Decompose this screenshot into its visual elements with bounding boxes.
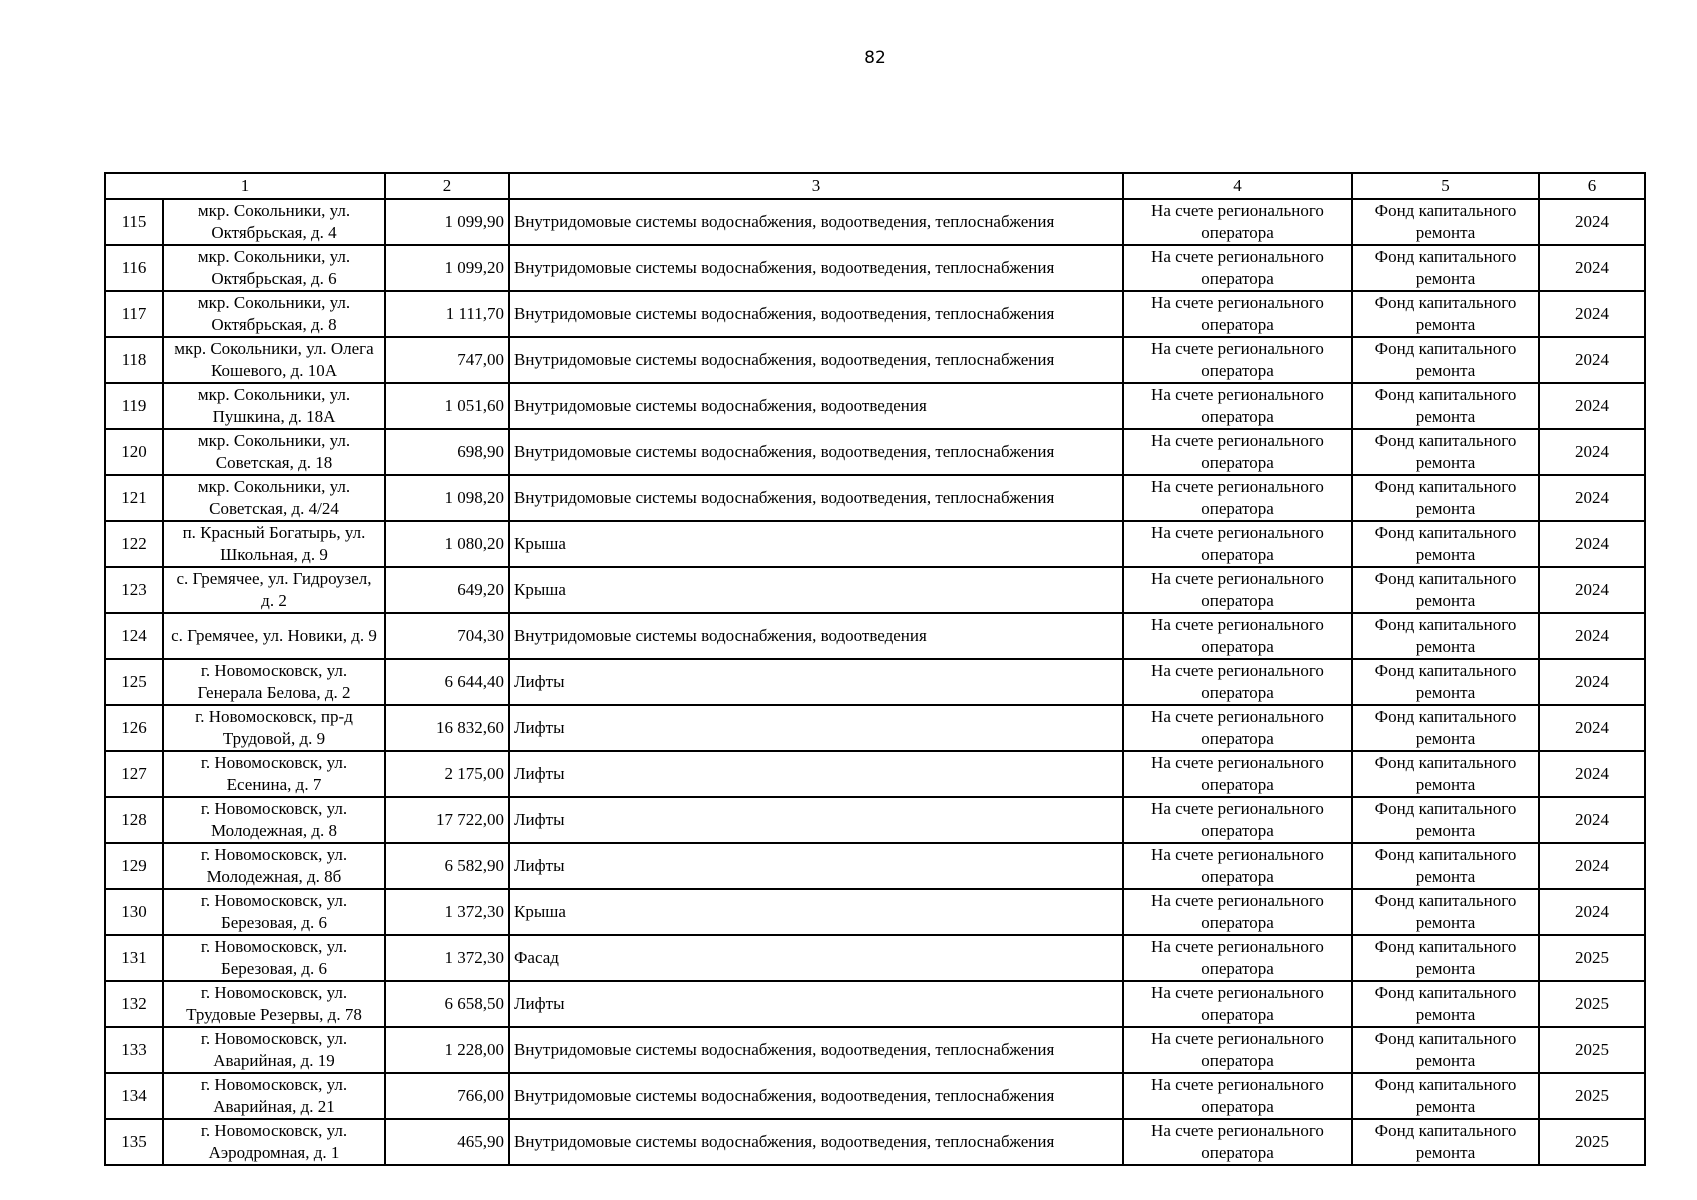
address-cell: п. Красный Богатырь, ул. Школьная, д. 9 [163, 521, 385, 567]
table-row [105, 613, 1645, 659]
work-type-cell: Крыша [509, 889, 1123, 935]
table-row [105, 429, 1645, 475]
row-number: 128 [105, 797, 163, 843]
account-method-cell: На счете регионального оператора [1123, 751, 1352, 797]
work-type-cell: Крыша [509, 521, 1123, 567]
column-header-4: 4 [1123, 173, 1352, 199]
row-number: 131 [105, 935, 163, 981]
account-method-cell: На счете регионального оператора [1123, 797, 1352, 843]
table-row [105, 1073, 1645, 1119]
area-cell: 649,20 [385, 567, 509, 613]
year-cell: 2024 [1539, 659, 1645, 705]
table-row [105, 1119, 1645, 1165]
row-number: 124 [105, 613, 163, 659]
work-type-cell: Фасад [509, 935, 1123, 981]
area-cell: 747,00 [385, 337, 509, 383]
table-row [105, 383, 1645, 429]
table-row [105, 1027, 1645, 1073]
column-header-6: 6 [1539, 173, 1645, 199]
account-method-cell: На счете регионального оператора [1123, 1119, 1352, 1165]
row-number: 116 [105, 245, 163, 291]
address-cell: г. Новомосковск, ул. Трудовые Резервы, д. 78 [163, 981, 385, 1027]
year-cell: 2024 [1539, 751, 1645, 797]
funding-source-cell: Фонд капитального ремонта [1352, 843, 1539, 889]
funding-source-cell: Фонд капитального ремонта [1352, 613, 1539, 659]
column-header-2: 2 [385, 173, 509, 199]
table-row [105, 521, 1645, 567]
address-cell: мкр. Сокольники, ул. Пушкина, д. 18А [163, 383, 385, 429]
funding-source-cell: Фонд капитального ремонта [1352, 383, 1539, 429]
funding-source-cell: Фонд капитального ремонта [1352, 797, 1539, 843]
account-method-cell: На счете регионального оператора [1123, 475, 1352, 521]
row-number: 127 [105, 751, 163, 797]
account-method-cell: На счете регионального оператора [1123, 981, 1352, 1027]
funding-source-cell: Фонд капитального ремонта [1352, 199, 1539, 245]
row-number: 118 [105, 337, 163, 383]
address-cell: мкр. Сокольники, ул. Октябрьская, д. 8 [163, 291, 385, 337]
work-type-cell: Внутридомовые системы водоснабжения, водоотведения, теплоснабжения [509, 1119, 1123, 1165]
area-cell: 6 582,90 [385, 843, 509, 889]
year-cell: 2024 [1539, 475, 1645, 521]
account-method-cell: На счете регионального оператора [1123, 843, 1352, 889]
funding-source-cell: Фонд капитального ремонта [1352, 1073, 1539, 1119]
area-cell: 2 175,00 [385, 751, 509, 797]
year-cell: 2024 [1539, 705, 1645, 751]
table-row [105, 751, 1645, 797]
address-cell: г. Новомосковск, пр-д Трудовой, д. 9 [163, 705, 385, 751]
funding-source-cell: Фонд капитального ремонта [1352, 567, 1539, 613]
row-number: 130 [105, 889, 163, 935]
year-cell: 2025 [1539, 935, 1645, 981]
address-cell: мкр. Сокольники, ул. Советская, д. 18 [163, 429, 385, 475]
row-number: 134 [105, 1073, 163, 1119]
funding-source-cell: Фонд капитального ремонта [1352, 245, 1539, 291]
work-type-cell: Лифты [509, 797, 1123, 843]
funding-source-cell: Фонд капитального ремонта [1352, 981, 1539, 1027]
year-cell: 2024 [1539, 383, 1645, 429]
year-cell: 2024 [1539, 337, 1645, 383]
work-type-cell: Внутридомовые системы водоснабжения, водоотведения [509, 613, 1123, 659]
funding-source-cell: Фонд капитального ремонта [1352, 705, 1539, 751]
row-number: 119 [105, 383, 163, 429]
account-method-cell: На счете регионального оператора [1123, 659, 1352, 705]
row-number: 122 [105, 521, 163, 567]
address-cell: мкр. Сокольники, ул. Октябрьская, д. 4 [163, 199, 385, 245]
row-number: 115 [105, 199, 163, 245]
table-row [105, 889, 1645, 935]
column-header-5: 5 [1352, 173, 1539, 199]
table-row [105, 981, 1645, 1027]
row-number: 121 [105, 475, 163, 521]
row-number: 135 [105, 1119, 163, 1165]
work-type-cell: Внутридомовые системы водоснабжения, водоотведения, теплоснабжения [509, 475, 1123, 521]
address-cell: мкр. Сокольники, ул. Советская, д. 4/24 [163, 475, 385, 521]
work-type-cell: Лифты [509, 659, 1123, 705]
row-number: 120 [105, 429, 163, 475]
column-header-3: 3 [509, 173, 1123, 199]
row-number: 132 [105, 981, 163, 1027]
area-cell: 1 372,30 [385, 935, 509, 981]
account-method-cell: На счете регионального оператора [1123, 889, 1352, 935]
row-number: 126 [105, 705, 163, 751]
year-cell: 2025 [1539, 981, 1645, 1027]
funding-source-cell: Фонд капитального ремонта [1352, 521, 1539, 567]
work-type-cell: Лифты [509, 751, 1123, 797]
year-cell: 2024 [1539, 797, 1645, 843]
year-cell: 2024 [1539, 843, 1645, 889]
year-cell: 2024 [1539, 613, 1645, 659]
account-method-cell: На счете регионального оператора [1123, 705, 1352, 751]
table-row [105, 245, 1645, 291]
account-method-cell: На счете регионального оператора [1123, 1073, 1352, 1119]
table-row [105, 843, 1645, 889]
address-cell: г. Новомосковск, ул. Аварийная, д. 21 [163, 1073, 385, 1119]
account-method-cell: На счете регионального оператора [1123, 199, 1352, 245]
year-cell: 2024 [1539, 521, 1645, 567]
funding-source-cell: Фонд капитального ремонта [1352, 475, 1539, 521]
area-cell: 465,90 [385, 1119, 509, 1165]
address-cell: г. Новомосковск, ул. Аэродромная, д. 1 [163, 1119, 385, 1165]
funding-source-cell: Фонд капитального ремонта [1352, 751, 1539, 797]
area-cell: 1 099,20 [385, 245, 509, 291]
area-cell: 6 644,40 [385, 659, 509, 705]
work-type-cell: Внутридомовые системы водоснабжения, водоотведения, теплоснабжения [509, 199, 1123, 245]
column-number-row [105, 173, 1645, 199]
area-cell: 1 051,60 [385, 383, 509, 429]
table-row [105, 797, 1645, 843]
row-number: 117 [105, 291, 163, 337]
area-cell: 6 658,50 [385, 981, 509, 1027]
work-type-cell: Внутридомовые системы водоснабжения, водоотведения, теплоснабжения [509, 291, 1123, 337]
page-number: 82 [864, 48, 886, 68]
account-method-cell: На счете регионального оператора [1123, 383, 1352, 429]
account-method-cell: На счете регионального оператора [1123, 429, 1352, 475]
table-row [105, 567, 1645, 613]
work-type-cell: Лифты [509, 843, 1123, 889]
address-cell: г. Новомосковск, ул. Молодежная, д. 8б [163, 843, 385, 889]
year-cell: 2024 [1539, 199, 1645, 245]
funding-source-cell: Фонд капитального ремонта [1352, 935, 1539, 981]
account-method-cell: На счете регионального оператора [1123, 935, 1352, 981]
account-method-cell: На счете регионального оператора [1123, 567, 1352, 613]
year-cell: 2024 [1539, 889, 1645, 935]
funding-source-cell: Фонд капитального ремонта [1352, 429, 1539, 475]
account-method-cell: На счете регионального оператора [1123, 521, 1352, 567]
work-type-cell: Внутридомовые системы водоснабжения, водоотведения, теплоснабжения [509, 337, 1123, 383]
address-cell: с. Гремячее, ул. Гидроузел, д. 2 [163, 567, 385, 613]
work-type-cell: Внутридомовые системы водоснабжения, водоотведения, теплоснабжения [509, 1027, 1123, 1073]
funding-source-cell: Фонд капитального ремонта [1352, 1119, 1539, 1165]
area-cell: 16 832,60 [385, 705, 509, 751]
address-cell: мкр. Сокольники, ул. Олега Кошевого, д. 10А [163, 337, 385, 383]
area-cell: 704,30 [385, 613, 509, 659]
area-cell: 1 098,20 [385, 475, 509, 521]
address-cell: с. Гремячее, ул. Новики, д. 9 [163, 613, 385, 659]
year-cell: 2024 [1539, 567, 1645, 613]
table-row [105, 935, 1645, 981]
year-cell: 2024 [1539, 291, 1645, 337]
table-row [105, 659, 1645, 705]
year-cell: 2024 [1539, 429, 1645, 475]
row-number: 123 [105, 567, 163, 613]
area-cell: 1 099,90 [385, 199, 509, 245]
account-method-cell: На счете регионального оператора [1123, 337, 1352, 383]
year-cell: 2025 [1539, 1119, 1645, 1165]
work-type-cell: Внутридомовые системы водоснабжения, водоотведения, теплоснабжения [509, 1073, 1123, 1119]
year-cell: 2024 [1539, 245, 1645, 291]
funding-source-cell: Фонд капитального ремонта [1352, 1027, 1539, 1073]
area-cell: 17 722,00 [385, 797, 509, 843]
funding-source-cell: Фонд капитального ремонта [1352, 337, 1539, 383]
table-row [105, 291, 1645, 337]
area-cell: 1 372,30 [385, 889, 509, 935]
account-method-cell: На счете регионального оператора [1123, 245, 1352, 291]
work-type-cell: Лифты [509, 981, 1123, 1027]
area-cell: 698,90 [385, 429, 509, 475]
funding-source-cell: Фонд капитального ремонта [1352, 291, 1539, 337]
work-type-cell: Внутридомовые системы водоснабжения, водоотведения, теплоснабжения [509, 429, 1123, 475]
area-cell: 1 111,70 [385, 291, 509, 337]
row-number: 129 [105, 843, 163, 889]
area-cell: 766,00 [385, 1073, 509, 1119]
area-cell: 1 080,20 [385, 521, 509, 567]
area-cell: 1 228,00 [385, 1027, 509, 1073]
address-cell: г. Новомосковск, ул. Молодежная, д. 8 [163, 797, 385, 843]
table-row [105, 337, 1645, 383]
account-method-cell: На счете регионального оператора [1123, 613, 1352, 659]
address-cell: г. Новомосковск, ул. Есенина, д. 7 [163, 751, 385, 797]
table-row [105, 199, 1645, 245]
work-type-cell: Лифты [509, 705, 1123, 751]
address-cell: г. Новомосковск, ул. Аварийная, д. 19 [163, 1027, 385, 1073]
address-cell: г. Новомосковск, ул. Генерала Белова, д. 2 [163, 659, 385, 705]
address-cell: мкр. Сокольники, ул. Октябрьская, д. 6 [163, 245, 385, 291]
address-cell: г. Новомосковск, ул. Березовая, д. 6 [163, 935, 385, 981]
year-cell: 2025 [1539, 1073, 1645, 1119]
row-number: 133 [105, 1027, 163, 1073]
funding-source-cell: Фонд капитального ремонта [1352, 889, 1539, 935]
table-row [105, 705, 1645, 751]
funding-source-cell: Фонд капитального ремонта [1352, 659, 1539, 705]
column-header-1: 1 [105, 173, 385, 199]
year-cell: 2025 [1539, 1027, 1645, 1073]
address-cell: г. Новомосковск, ул. Березовая, д. 6 [163, 889, 385, 935]
work-type-cell: Внутридомовые системы водоснабжения, водоотведения, теплоснабжения [509, 245, 1123, 291]
work-type-cell: Внутридомовые системы водоснабжения, водоотведения [509, 383, 1123, 429]
row-number: 125 [105, 659, 163, 705]
capital-repair-table [104, 172, 1646, 1166]
table-row [105, 475, 1645, 521]
account-method-cell: На счете регионального оператора [1123, 1027, 1352, 1073]
work-type-cell: Крыша [509, 567, 1123, 613]
account-method-cell: На счете регионального оператора [1123, 291, 1352, 337]
